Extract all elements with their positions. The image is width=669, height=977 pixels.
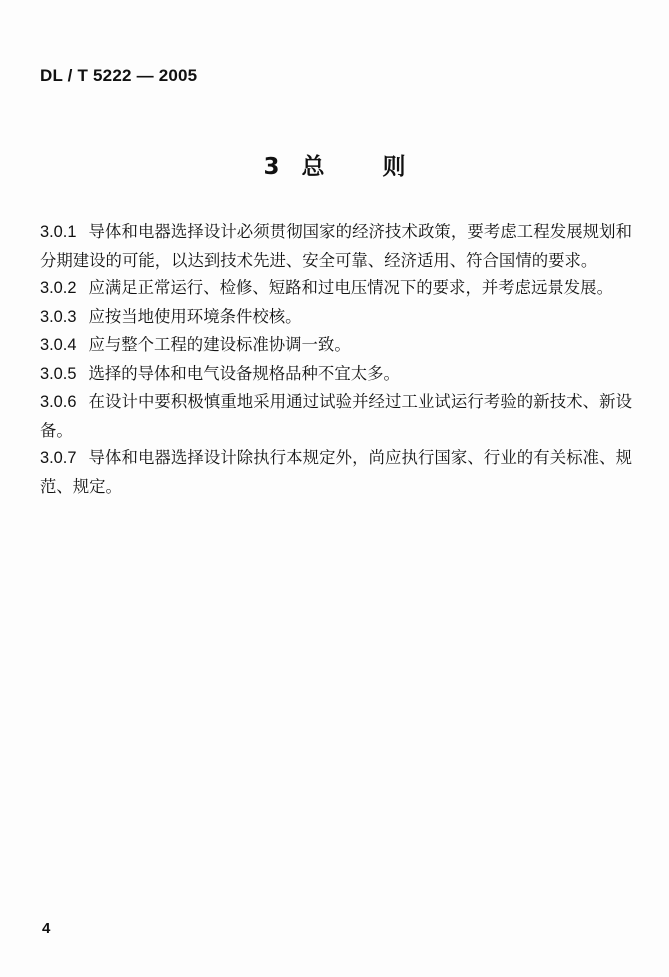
clause-number: 3.0.4 [40,336,77,354]
clause-text: 应与整个工程的建设标准协调一致。 [88,335,351,354]
clause-number: 3.0.3 [40,307,77,326]
page-number: 4 [42,920,51,937]
clause-3-0-2 [40,274,632,303]
clause-text: 导体和电器选择设计必须贯彻国家的经济技术政策，要考虑工程发展规划和分期建设的可能，以达到技术先进、安全可靠、经济适用、符合国情的要求。 [40,222,632,270]
clause-number: 3.0.5 [40,364,77,383]
standard-code-header: DL / T 5222 — 2005 [40,66,198,85]
clause-3-0-6 [40,388,632,444]
chapter-number: 3 [263,154,280,180]
clause-text: 应满足正常运行、检修、短路和过电压情况下的要求，并考虑远景发展。 [88,278,613,297]
chapter-title-word-1: 总 [301,154,325,180]
clause-3-0-4 [40,331,632,360]
clause-number: 3.0.6 [40,393,77,411]
clause-text: 在设计中要积极慎重地采用通过试验并经过工业试运行考验的新技术、新设备。 [40,392,632,440]
chapter-title-word-2: 则 [382,154,406,180]
clause-number: 3.0.7 [40,449,77,467]
clause-text: 选择的导体和电气设备规格品种不宜太多。 [88,363,400,383]
clause-text: 导体和电器选择设计除执行本规定外，尚应执行国家、行业的有关标准、规范、规定。 [40,448,632,496]
clause-number: 3.0.1 [40,223,77,241]
clause-3-0-3 [40,303,632,332]
chapter-title [0,148,669,181]
clause-number: 3.0.2 [40,279,77,297]
clause-3-0-5 [40,360,632,389]
clause-3-0-1 [40,218,632,274]
clause-text: 应按当地使用环境条件校核。 [88,306,302,326]
clause-3-0-7 [40,444,632,500]
clause-list [40,218,632,500]
